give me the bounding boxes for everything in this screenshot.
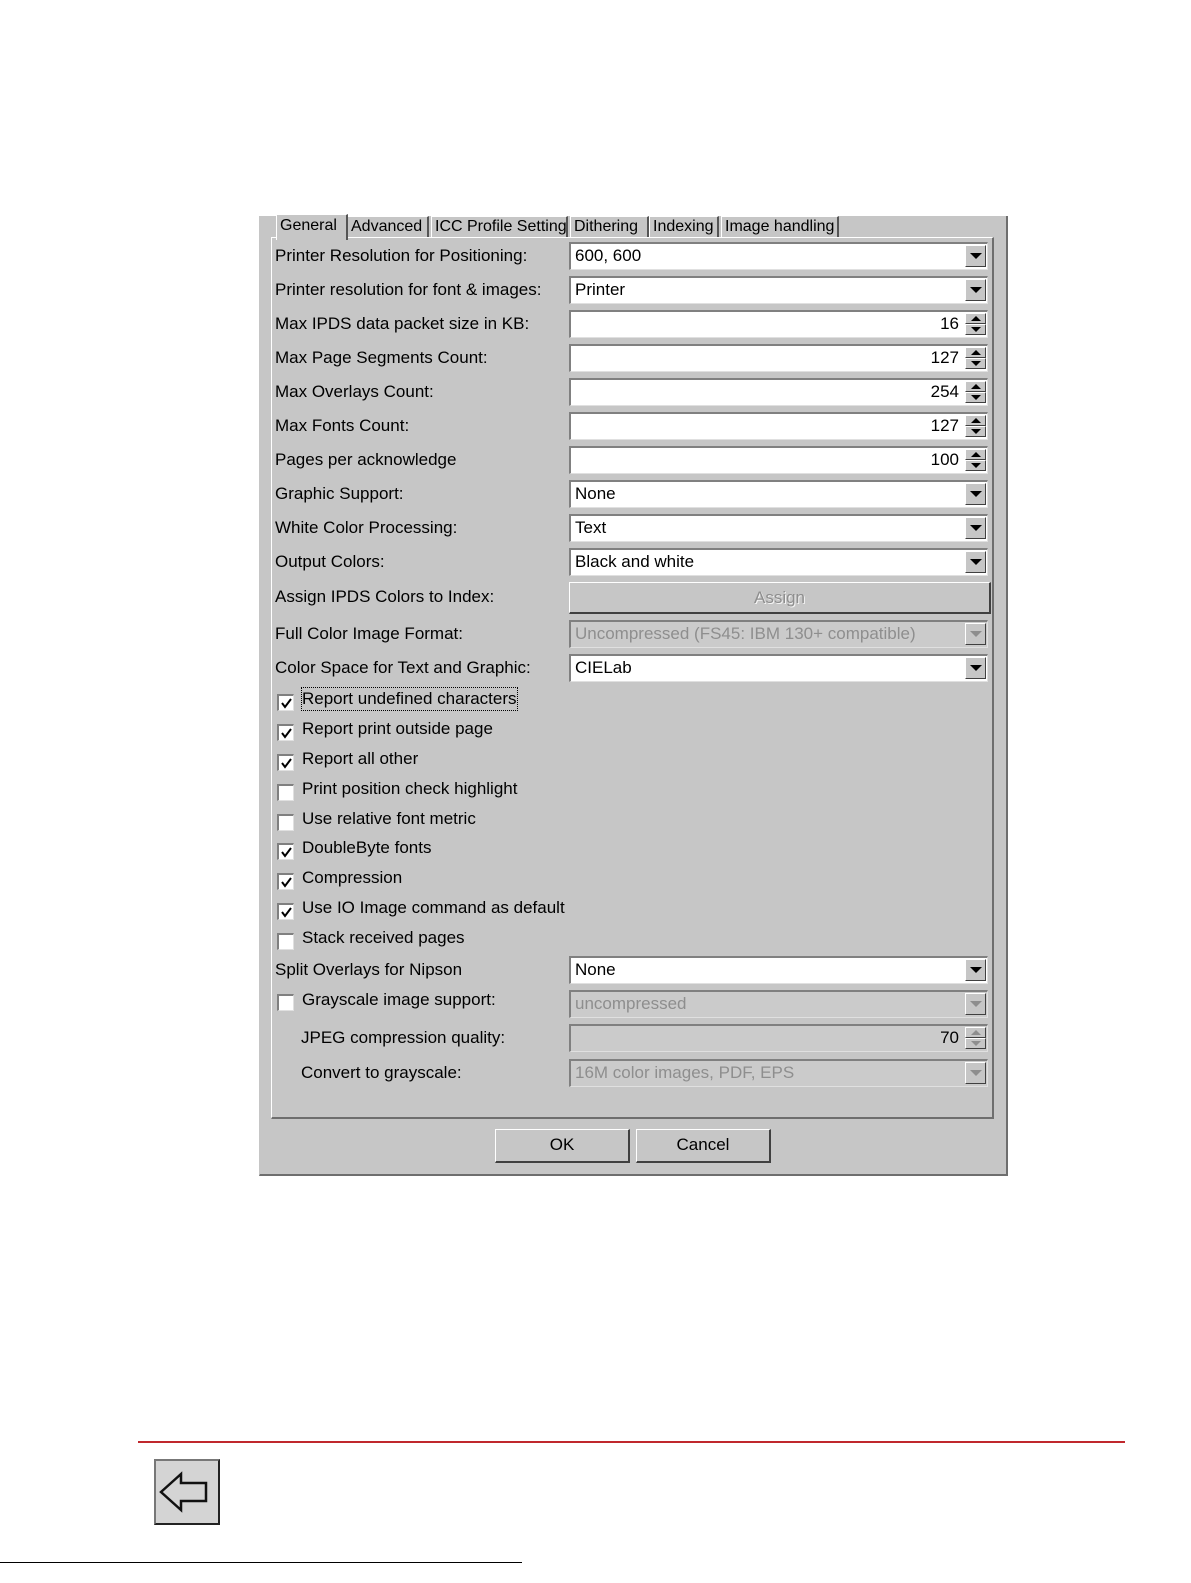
max-fonts-spinner[interactable]: [569, 412, 988, 440]
max-ipds-packet-spinner[interactable]: [569, 310, 988, 338]
ok-button[interactable]: OK: [495, 1129, 630, 1163]
jpeg-quality-spinner[interactable]: [569, 1024, 988, 1052]
max-overlays-label: Max Overlays Count:: [275, 382, 434, 401]
chevron-down-icon[interactable]: [965, 657, 986, 679]
jpeg-quality-value: 70: [940, 1028, 959, 1047]
graphic-support-value: None: [575, 484, 616, 503]
report-all-other-label[interactable]: Report all other: [302, 749, 419, 768]
max-ipds-packet-label: Max IPDS data packet size in KB:: [275, 314, 530, 333]
split-overlays-value: None: [575, 960, 616, 979]
checkmark-icon: [280, 757, 293, 770]
output-colors-label: Output Colors:: [275, 552, 385, 571]
assign-ipds-colors-label: Assign IPDS Colors to Index:: [275, 587, 495, 606]
spinner-buttons: [965, 415, 986, 437]
use-io-image-command-checkbox[interactable]: [277, 903, 294, 920]
split-overlays-label: Split Overlays for Nipson: [275, 960, 463, 979]
grayscale-image-support-value: uncompressed: [575, 994, 687, 1013]
spinner-buttons: [965, 381, 986, 403]
convert-to-grayscale-value: 16M color images, PDF, EPS: [575, 1063, 795, 1082]
chevron-down-icon[interactable]: [965, 959, 986, 981]
chevron-down-icon[interactable]: [965, 483, 986, 505]
report-all-other-checkbox[interactable]: [277, 754, 294, 771]
tab-dithering[interactable]: Dithering: [570, 216, 649, 238]
graphic-support-label: Graphic Support:: [275, 484, 404, 503]
cancel-button[interactable]: Cancel: [636, 1129, 771, 1163]
full-color-image-format-select[interactable]: [569, 620, 988, 648]
max-overlays-value: 254: [930, 382, 959, 401]
printer-resolution-positioning-label: Printer Resolution for Positioning:: [275, 246, 528, 265]
spin-up-icon[interactable]: [965, 347, 986, 358]
use-relative-font-metric-label[interactable]: Use relative font metric: [302, 809, 476, 828]
spinner-buttons: [965, 449, 986, 471]
print-position-check-highlight-checkbox[interactable]: [277, 784, 294, 801]
chevron-down-icon[interactable]: [965, 279, 986, 301]
color-space-select[interactable]: [569, 654, 988, 682]
checkmark-icon: [280, 727, 293, 740]
grayscale-image-support-checkbox[interactable]: [277, 994, 294, 1011]
spin-down-icon[interactable]: [965, 358, 986, 369]
printer-resolution-font-images-select[interactable]: [569, 276, 988, 304]
split-overlays-select[interactable]: [569, 956, 988, 984]
spin-down-icon[interactable]: [965, 324, 986, 335]
assign-button[interactable]: Assign: [569, 582, 991, 614]
report-print-outside-page-label[interactable]: Report print outside page: [302, 719, 493, 738]
chevron-down-icon[interactable]: [965, 623, 986, 645]
spin-up-icon[interactable]: [965, 1027, 986, 1038]
spin-up-icon[interactable]: [965, 381, 986, 392]
compression-label[interactable]: Compression: [302, 868, 403, 887]
checkmark-icon: [280, 697, 293, 710]
report-undefined-characters-label[interactable]: Report undefined characters: [302, 689, 517, 708]
convert-to-grayscale-label: Convert to grayscale:: [301, 1063, 462, 1082]
tab-icc-profile-setting[interactable]: ICC Profile Setting: [431, 216, 568, 238]
general-tab-panel: [271, 237, 994, 1119]
white-color-processing-label: White Color Processing:: [275, 518, 458, 537]
report-undefined-characters-checkbox[interactable]: [277, 694, 294, 711]
printer-resolution-font-images-value: Printer: [575, 280, 626, 299]
use-relative-font-metric-checkbox[interactable]: [277, 814, 294, 831]
back-button[interactable]: [154, 1459, 220, 1525]
back-arrow-icon: [156, 1461, 218, 1523]
printer-resolution-positioning-value: 600, 600: [575, 246, 642, 265]
max-ipds-packet-value: 16: [940, 314, 959, 333]
checkmark-icon: [280, 906, 293, 919]
convert-to-grayscale-select[interactable]: [569, 1059, 988, 1087]
full-color-image-format-value: Uncompressed (FS45: IBM 130+ compatible): [575, 624, 916, 643]
spin-up-icon[interactable]: [965, 449, 986, 460]
max-page-segments-spinner[interactable]: [569, 344, 988, 372]
stack-received-pages-checkbox[interactable]: [277, 933, 294, 950]
report-print-outside-page-checkbox[interactable]: [277, 724, 294, 741]
grayscale-image-support-select[interactable]: [569, 990, 988, 1018]
max-page-segments-label: Max Page Segments Count:: [275, 348, 488, 367]
chevron-down-icon[interactable]: [965, 1062, 986, 1084]
pages-per-ack-label: Pages per acknowledge: [275, 450, 457, 469]
tab-indexing[interactable]: Indexing: [649, 216, 719, 238]
print-position-check-highlight-label[interactable]: Print position check highlight: [302, 779, 518, 798]
grayscale-image-support-label[interactable]: Grayscale image support:: [302, 990, 496, 1009]
chevron-down-icon[interactable]: [965, 245, 986, 267]
footer-rule: [138, 1441, 1125, 1443]
pages-per-ack-value: 100: [930, 450, 959, 469]
output-colors-value: Black and white: [575, 552, 695, 571]
printer-resolution-positioning-select[interactable]: [569, 242, 988, 270]
tab-image-handling[interactable]: Image handling: [721, 216, 839, 238]
chevron-down-icon[interactable]: [965, 993, 986, 1015]
spin-down-icon[interactable]: [965, 1038, 986, 1049]
checkmark-icon: [280, 846, 293, 859]
graphic-support-select[interactable]: [569, 480, 988, 508]
spin-down-icon[interactable]: [965, 426, 986, 437]
max-page-segments-value: 127: [930, 348, 959, 367]
chevron-down-icon[interactable]: [965, 551, 986, 573]
max-overlays-spinner[interactable]: [569, 378, 988, 406]
pages-per-ack-spinner[interactable]: [569, 446, 988, 474]
spinner-buttons: [965, 347, 986, 369]
doublebyte-fonts-label[interactable]: DoubleByte fonts: [302, 838, 432, 857]
stack-received-pages-label[interactable]: Stack received pages: [302, 928, 465, 947]
spin-down-icon[interactable]: [965, 392, 986, 403]
spin-up-icon[interactable]: [965, 313, 986, 324]
chevron-down-icon[interactable]: [965, 517, 986, 539]
color-space-label: Color Space for Text and Graphic:: [275, 658, 531, 677]
spinner-buttons: [965, 313, 986, 335]
max-fonts-label: Max Fonts Count:: [275, 416, 410, 435]
color-space-value: CIELab: [575, 658, 632, 677]
spin-up-icon[interactable]: [965, 415, 986, 426]
white-color-processing-value: Text: [575, 518, 607, 537]
spin-down-icon[interactable]: [965, 460, 986, 471]
max-fonts-value: 127: [930, 416, 959, 435]
use-io-image-command-label[interactable]: Use IO Image command as default: [302, 898, 565, 917]
tab-general[interactable]: General: [276, 214, 348, 240]
white-color-processing-select[interactable]: [569, 514, 988, 542]
spinner-buttons: [965, 1027, 986, 1049]
checkmark-icon: [280, 876, 293, 889]
compression-checkbox[interactable]: [277, 873, 294, 890]
full-color-image-format-label: Full Color Image Format:: [275, 624, 463, 643]
jpeg-quality-label: JPEG compression quality:: [301, 1028, 506, 1047]
bottom-rule: [0, 1562, 522, 1563]
printer-resolution-font-images-label: Printer resolution for font & images:: [275, 280, 542, 299]
printer-settings-dialog: [259, 216, 1008, 1176]
doublebyte-fonts-checkbox[interactable]: [277, 843, 294, 860]
tab-advanced[interactable]: Advanced: [347, 216, 429, 238]
output-colors-select[interactable]: [569, 548, 988, 576]
